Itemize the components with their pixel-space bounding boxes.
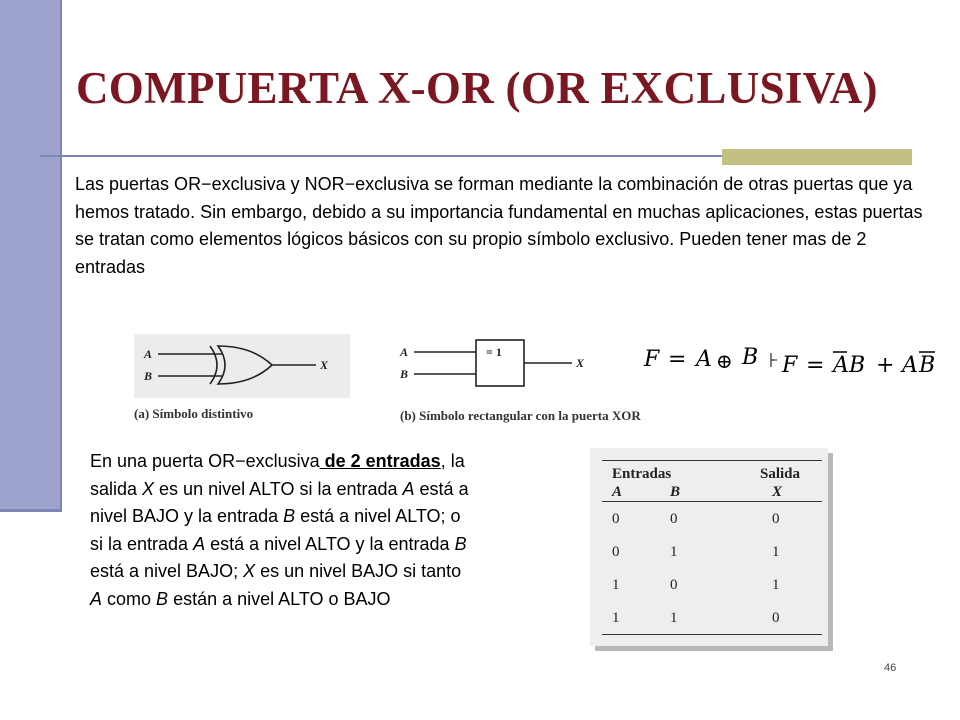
- output-x-label: X: [576, 356, 585, 370]
- xor-gate-symbol-rectangular: [398, 338, 598, 388]
- explanation-text: está a nivel ALTO y la entrada: [205, 533, 455, 554]
- table-row: [602, 601, 822, 635]
- cell-a: 0: [612, 544, 620, 560]
- cell-a: 1: [612, 610, 620, 626]
- box-label: = 1: [486, 345, 502, 359]
- cell-a: 0: [612, 511, 620, 527]
- explanation-text: está a nivel BAJO y la entrada: [90, 478, 469, 526]
- cell-x: 0: [772, 511, 780, 527]
- cell-x: 0: [772, 610, 780, 626]
- caption-distinctive-symbol: (a) Símbolo distintivo: [134, 406, 254, 421]
- cell-b: 0: [670, 577, 678, 593]
- explanation-var: A: [193, 533, 206, 554]
- cell-b: 1: [670, 610, 678, 626]
- cell-a: 1: [612, 577, 620, 593]
- input-a-label: A: [144, 347, 153, 361]
- truth-table-panel: [590, 448, 828, 646]
- explanation-text: están a nivel ALTO o BAJO: [168, 588, 391, 609]
- col-a-header: A: [602, 483, 670, 502]
- table-row: [602, 568, 822, 601]
- formula2-term1-a: A: [833, 353, 849, 378]
- sidebar-decoration: [0, 0, 62, 512]
- explanation-text: , la salida: [90, 451, 465, 499]
- page-number: 46: [884, 662, 897, 674]
- output-x-label: X: [320, 358, 329, 372]
- input-a-label: A: [400, 345, 409, 359]
- truth-table-group-header: [602, 461, 822, 484]
- explanation-text: es un nivel ALTO si la entrada: [154, 478, 403, 499]
- formula2-plus: +: [876, 353, 895, 378]
- table-row: [602, 502, 822, 536]
- formula1-lhs: F: [644, 347, 660, 372]
- cell-b: 0: [670, 511, 678, 527]
- input-b-label: B: [400, 367, 409, 381]
- explanation-text: está a nivel ALTO; o si la entrada: [90, 506, 461, 554]
- explanation-emphasis: de 2 entradas: [319, 451, 441, 471]
- explanation-paragraph: [90, 448, 470, 613]
- formula1-b: B: [742, 345, 759, 370]
- truth-table: [602, 460, 822, 635]
- formula1-equals: =: [668, 347, 687, 372]
- explanation-var: X: [142, 478, 155, 499]
- cell-x: 1: [772, 544, 780, 560]
- formula2-term2-a: A: [902, 353, 918, 378]
- group-inputs-label: Entradas: [612, 465, 672, 482]
- explanation-text: está a nivel BAJO;: [90, 561, 244, 581]
- xor-gate-symbol-a: [134, 334, 350, 398]
- explanation-var: B: [156, 588, 169, 609]
- formula2-equals: =: [806, 353, 825, 378]
- col-b-header: B: [670, 483, 748, 502]
- xor-formulas: [640, 340, 946, 380]
- explanation-text: En una puerta OR−exclusiva: [90, 451, 320, 471]
- formula1-a: A: [696, 347, 712, 372]
- intro-paragraph: Las puertas OR−exclusiva y NOR−exclusiva se forman mediante la combinación de otras puertas que ya hemos tratado. Sin embargo, debido a su importancia fundamental en muchas aplicaciones, estas puertas se tratan como elementos lógicos básicos con su propio símbolo exclusivo. Pueden tener mas de 2 entradas: [75, 174, 923, 277]
- truth-table-column-header: [602, 483, 822, 502]
- slide-title: COMPUERTA X-OR (OR EXCLUSIVA): [76, 63, 878, 113]
- explanation-var: X: [243, 561, 256, 581]
- formula2-term2-b: B: [919, 353, 936, 378]
- cell-b: 1: [670, 544, 678, 560]
- col-x-header: X: [748, 483, 822, 502]
- explanation-var: A: [402, 478, 415, 499]
- formula2-lhs: F: [782, 353, 798, 378]
- formula1-xor-operator: ⊕: [716, 349, 733, 373]
- cell-x: 1: [772, 577, 780, 593]
- input-b-label: B: [144, 369, 153, 383]
- table-row: [602, 535, 822, 568]
- explanation-text: como: [102, 588, 157, 609]
- explanation-var: B: [283, 506, 296, 526]
- formula2-term1-b: B: [849, 353, 866, 378]
- title-accent-bar: [722, 149, 912, 165]
- explanation-var: B: [454, 533, 467, 554]
- group-output-label: Salida: [760, 465, 801, 482]
- caption-rectangular-symbol: (b) Símbolo rectangular con la puerta XOR: [400, 408, 641, 423]
- explanation-var: A: [90, 588, 103, 609]
- xor-distinctive-symbol-figure: [134, 334, 350, 398]
- explanation-text: es un nivel BAJO si tanto: [255, 561, 462, 581]
